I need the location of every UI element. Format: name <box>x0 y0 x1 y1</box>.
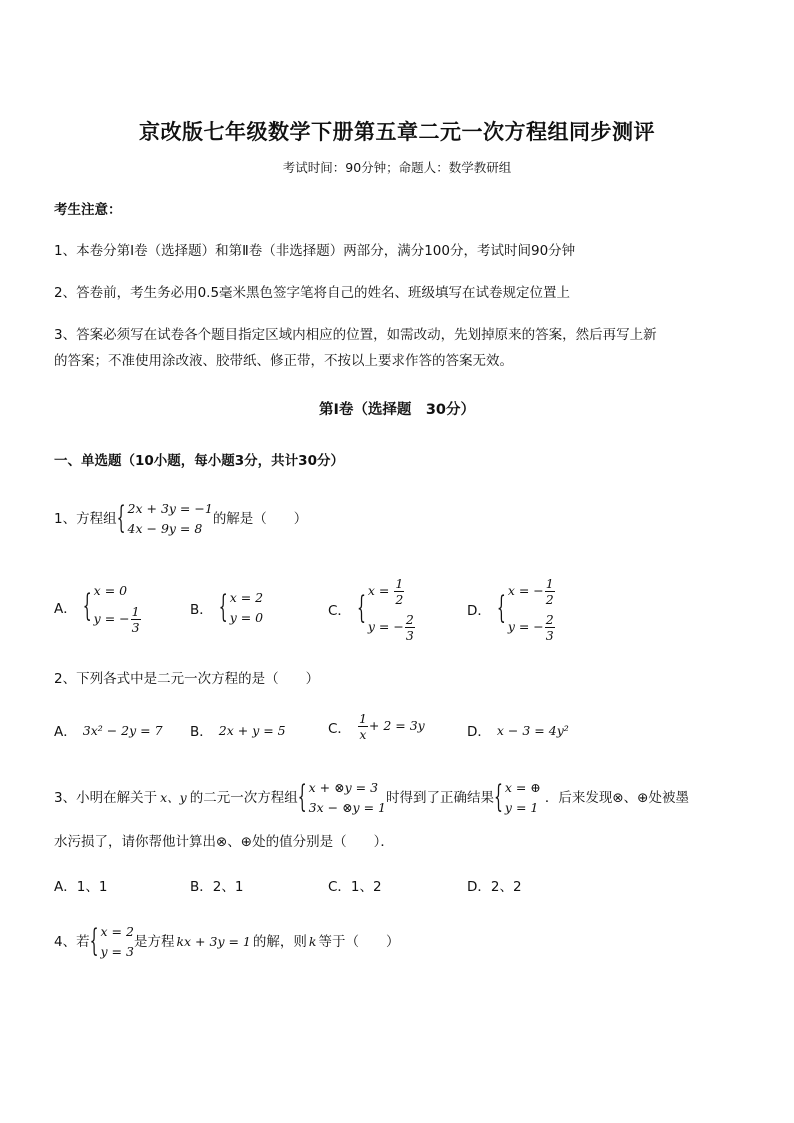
q4-text: 是方程 <box>133 934 175 950</box>
question-1 <box>54 499 307 539</box>
option-label: A． <box>54 724 77 740</box>
option-expression: x − 3 = 4y² <box>496 722 569 738</box>
fraction-numerator: 2 <box>545 612 554 627</box>
option-label: C． <box>328 603 351 619</box>
option-line: x = 2 <box>229 590 264 605</box>
fraction-numerator: 1 <box>358 711 367 726</box>
note-item-continued: 的答案；不准使用涂改液、胶带纸、修正带，不按以上要求作答的答案无效。 <box>54 353 513 369</box>
q4-text: 4、若 <box>54 934 90 950</box>
q3-variables: x、y <box>160 790 187 805</box>
question-3-continued: 水污损了，请你帮他计算出⊗、⊕处的值分别是（ ）． <box>54 834 394 850</box>
q3-text: ．后来发现⊗、⊕处被墨 <box>544 790 689 806</box>
q2-option-d[interactable] <box>467 720 569 740</box>
option-label: B． <box>190 724 213 740</box>
brace-icon: { <box>116 501 126 537</box>
note-item: 3、答案必须写在试卷各个题目指定区域内相应的位置，如需改动，先划掉原来的答案，然后再写上新 <box>54 327 657 343</box>
notes-heading: 考生注意： <box>54 202 122 218</box>
page-title: 京改版七年级数学下册第五章二元一次方程组同步测评 <box>139 120 655 144</box>
fraction-denominator: 3 <box>545 628 554 643</box>
question-3 <box>54 778 689 818</box>
fraction-numerator: 1 <box>545 576 554 591</box>
q2-option-a[interactable] <box>54 720 163 740</box>
q4-text: 的解，则 <box>252 934 307 950</box>
q3-option-d[interactable]: D．2、2 <box>467 879 522 895</box>
question-4 <box>54 922 399 962</box>
q1-prefix: 1、方程组 <box>54 511 117 527</box>
fraction-denominator: 2 <box>395 592 404 607</box>
option-line: x = 0 <box>93 583 128 598</box>
q4-variable: k <box>308 934 317 949</box>
q3-text: 3、小明在解关于 <box>54 790 158 806</box>
fraction-denominator: x <box>359 727 367 742</box>
fraction-denominator: 3 <box>131 620 140 635</box>
brace-icon: { <box>496 591 506 627</box>
q1-option-d[interactable] <box>467 573 556 645</box>
q1-equation: 4x − 9y = 8 <box>127 521 203 536</box>
q3-text: 的二元一次方程组 <box>189 790 298 806</box>
q4-equation: x = 2 <box>100 924 134 939</box>
option-label: D． <box>467 603 491 619</box>
fraction-denominator: 2 <box>545 592 554 607</box>
q3-option-c[interactable]: C．1、2 <box>328 879 382 895</box>
q4-expression: kx + 3y = 1 <box>176 934 251 949</box>
part-title: 一、单选题（10小题，每小题3分，共计30分） <box>54 453 344 469</box>
brace-icon: { <box>82 588 92 625</box>
q3-result: x = ⊕ <box>504 780 541 795</box>
option-label: C． <box>328 720 351 737</box>
q4-equation: y = 3 <box>100 944 134 959</box>
q1-suffix: 的解是（ ） <box>212 511 308 527</box>
fraction-denominator: 3 <box>405 628 414 643</box>
brace-icon: { <box>89 924 99 960</box>
q4-text: 等于（ ） <box>318 934 400 950</box>
q1-system <box>117 499 213 539</box>
option-line: x = <box>367 583 394 598</box>
q1-option-c[interactable] <box>328 573 416 645</box>
q3-option-b[interactable]: B．2、1 <box>190 879 244 895</box>
option-label: A． <box>54 600 77 617</box>
exam-info: 考试时间：90分钟；命题人：数学教研组 <box>282 160 512 175</box>
option-line: y = − <box>93 611 130 626</box>
brace-icon: { <box>218 590 228 626</box>
brace-icon: { <box>356 591 366 627</box>
q1-option-a[interactable] <box>54 578 142 635</box>
option-line: y = − <box>507 619 544 634</box>
q1-equation: 2x + 3y = −1 <box>127 501 213 516</box>
option-line: y = − <box>367 619 404 634</box>
fraction-numerator: 1 <box>131 604 140 619</box>
note-item: 1、本卷分第Ⅰ卷（选择题）和第Ⅱ卷（非选择题）两部分，满分100分，考试时间90分钟 <box>54 243 576 259</box>
q1-option-b[interactable] <box>190 588 263 628</box>
brace-icon: { <box>297 780 307 816</box>
brace-icon: { <box>493 780 503 816</box>
option-line: x = − <box>507 583 544 598</box>
q2-option-b[interactable] <box>190 720 286 740</box>
note-item: 2、答卷前，考生务必用0.5毫米黑色签字笔将自己的姓名、班级填写在试卷规定位置上 <box>54 285 571 301</box>
q3-equation: 3x − ⊗y = 1 <box>308 800 386 815</box>
fraction-numerator: 2 <box>405 612 414 627</box>
option-label: B． <box>190 602 213 618</box>
q3-option-a[interactable]: A．1、1 <box>54 879 108 895</box>
q3-text: 时得到了正确结果 <box>385 790 494 806</box>
option-label: D． <box>467 724 491 740</box>
q3-equation: x + ⊗y = 3 <box>308 780 379 795</box>
q2-option-c[interactable] <box>328 711 425 742</box>
volume-title: 第Ⅰ卷（选择题 30分） <box>318 402 476 418</box>
q3-result: y = 1 <box>504 800 539 815</box>
option-expression: 2x + y = 5 <box>218 722 286 738</box>
question-2: 2、下列各式中是二元一次方程的是（ ） <box>54 671 320 687</box>
option-line: y = 0 <box>229 610 264 625</box>
option-expression: 3x² − 2y = 7 <box>82 722 163 738</box>
option-expression: + 2 = 3y <box>368 718 425 733</box>
fraction-numerator: 1 <box>395 576 404 591</box>
